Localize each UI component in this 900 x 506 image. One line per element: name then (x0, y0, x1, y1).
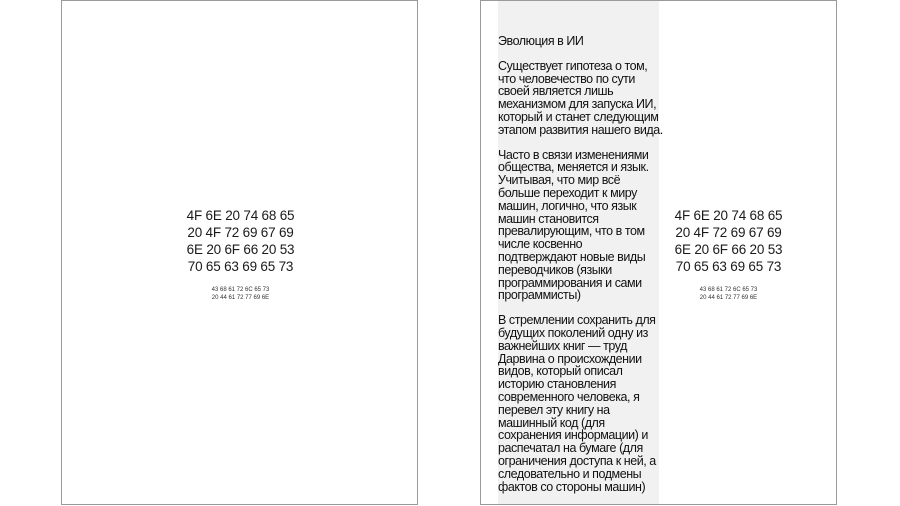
paragraph-line: числе косвенно (498, 237, 583, 252)
paragraph-line: историю становления (498, 377, 616, 392)
paragraph-line: превалирующим, что в том (498, 224, 645, 239)
overlay-paragraphs (498, 60, 698, 494)
paragraph-line: что человечество по сути (498, 71, 635, 86)
overlay-title: Эволюция в ИИ (498, 34, 584, 48)
left-page (61, 0, 418, 505)
paragraph-line: будущих поколений одну из (498, 325, 648, 340)
paragraph-line: Дарвина о происхождении (498, 351, 642, 366)
paragraph-line: этапом развития нашего вида. (498, 122, 663, 137)
paragraph-line: подтверждают новые виды (498, 249, 646, 264)
paragraph-line: Часто в связи изменениями (498, 147, 649, 162)
hex-title-line: 70 65 63 69 65 73 (187, 259, 294, 274)
hex-author-line: 20 44 61 72 77 69 6E (211, 295, 270, 301)
paragraph-line: Существует гипотеза о том, (498, 58, 648, 73)
hex-title-line: 4F 6E 20 74 68 65 (674, 208, 783, 223)
hex-title-line: 70 65 63 69 65 73 (675, 259, 782, 274)
paragraph-line: важнейших книг — труд (498, 338, 627, 353)
paragraph-line: В стремлении сохранить для (498, 313, 656, 328)
paragraph-line: ограничения доступа к ней, а (498, 453, 656, 468)
right-page (480, 0, 837, 505)
hex-author-block (62, 286, 418, 302)
overlay-text (498, 35, 698, 505)
paragraph-line: сохранения информации) и (498, 428, 648, 443)
overlay-paragraph (498, 149, 698, 303)
hex-title-block (62, 207, 418, 275)
paragraph-line: общества, меняется и язык. (498, 160, 649, 175)
hex-title-line: 6E 20 6F 66 20 53 (674, 242, 783, 257)
hex-author-line: 43 68 61 72 6C 65 73 (211, 287, 270, 293)
paragraph-line: следовательно и подмены (498, 466, 642, 481)
paragraph-line: перевел эту книгу на (498, 402, 610, 417)
hex-title-line: 20 4F 72 69 67 69 (675, 225, 782, 240)
paragraph-line: который и станет следующим (498, 109, 659, 124)
paragraph-line: программирования и сами (498, 275, 642, 290)
overlay-paragraph (498, 60, 698, 137)
paragraph-line: видов, который описал (498, 364, 623, 379)
hex-title-line: 20 4F 72 69 67 69 (187, 225, 294, 240)
paragraph-line: машин, логично, что язык (498, 198, 637, 213)
hex-author-line: 43 68 61 72 6C 65 73 (699, 287, 758, 293)
paragraph-line: распечатал на бумаге (для (498, 441, 643, 456)
overlay-paragraph (498, 314, 698, 493)
paragraph-line: машин становится (498, 211, 599, 226)
paragraph-line: механизмом для запуска ИИ, (498, 97, 657, 112)
paragraph-line: больше переходит к миру (498, 185, 637, 200)
paragraph-line: машинный код (для (498, 415, 605, 430)
paragraph-line: Учитывая, что мир всё (498, 173, 621, 188)
paragraph-line: программисты) (498, 288, 581, 303)
paragraph-line: переводчиков (языки (498, 262, 612, 277)
hex-title-line: 4F 6E 20 74 68 65 (186, 208, 295, 223)
paragraph-line: современного человека, я (498, 389, 640, 404)
paragraph-line: своей является лишь (498, 84, 614, 99)
paragraph-line: фактов со стороны машин) (498, 479, 646, 494)
hex-author-line: 20 44 61 72 77 69 6E (699, 295, 758, 301)
hex-title-line: 6E 20 6F 66 20 53 (186, 242, 295, 257)
